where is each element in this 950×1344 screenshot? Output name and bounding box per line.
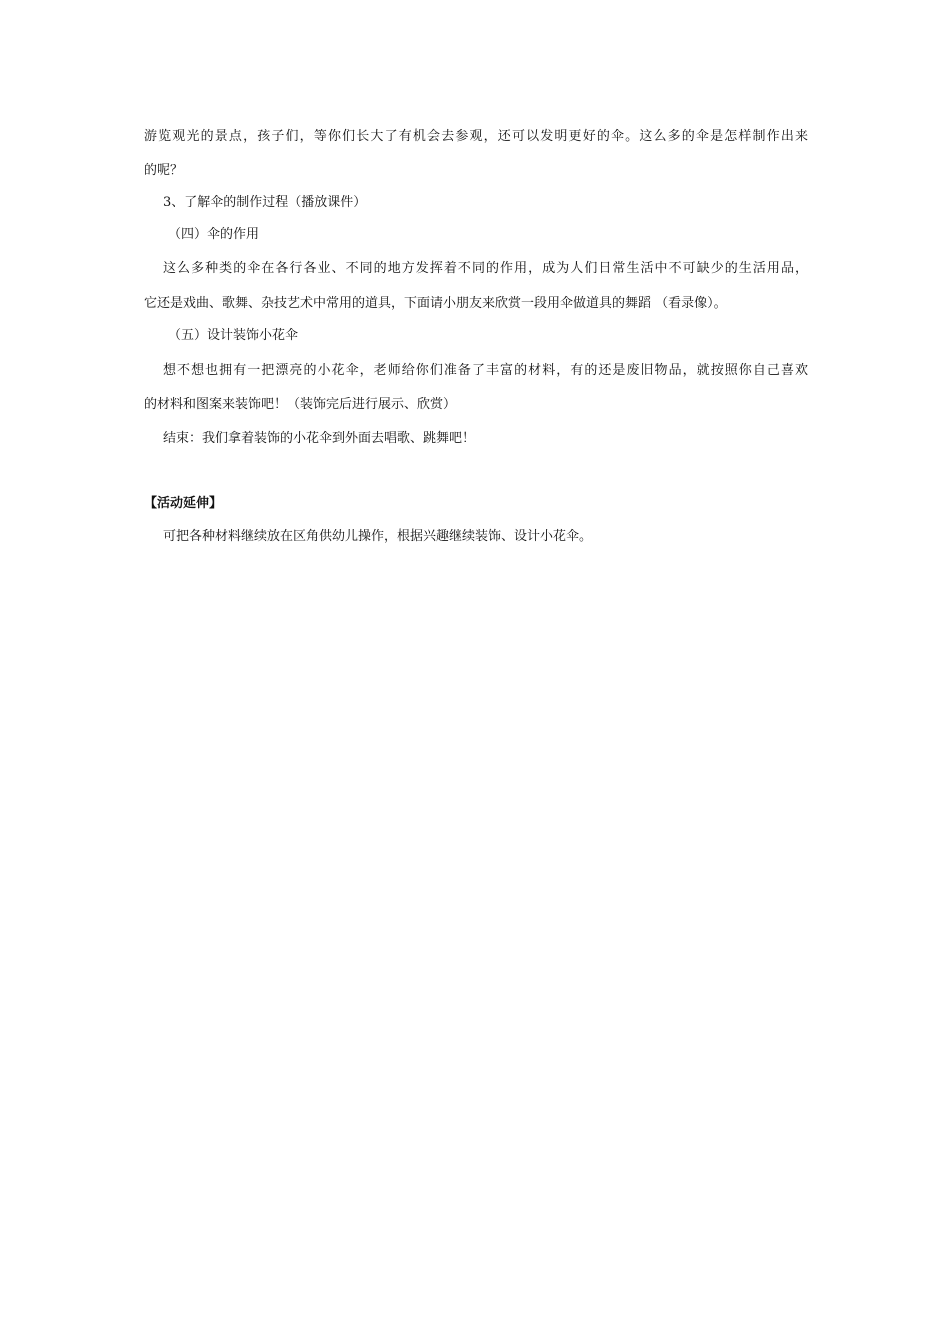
conclusion-line: 结束：我们拿着装饰的小花伞到外面去唱歌、跳舞吧！ [163,431,476,446]
step-heading: 3、了解伞的制作过程（播放课件） [163,195,367,210]
extension-text: 可把各种材料继续放在区角供幼儿操作，根据兴趣继续装饰、设计小花伞。 [163,529,593,544]
paragraph-line: 这么多种类的伞在各行各业、不同的地方发挥着不同的作用，成为人们日常生活中不可缺少的生活用品， [163,261,808,276]
section-heading: （五）设计装饰小花伞 [168,328,299,343]
paragraph-line: 想不想也拥有一把漂亮的小花伞，老师给你们准备了丰富的材料，有的还是废旧物品，就按照你自己喜欢 [163,363,808,378]
section-heading: （四）伞的作用 [168,227,260,242]
paragraph-line: 游览观光的景点，孩子们，等你们长大了有机会去参观，还可以发明更好的伞。这么多的伞是怎样制作出来 [144,129,808,144]
paragraph-line: 的呢？ [144,163,184,178]
extension-heading: 【活动延伸】 [144,496,223,511]
paragraph-line: 的材料和图案来装饰吧！（装饰完后进行展示、欣赏） [144,397,457,412]
paragraph-line: 它还是戏曲、歌舞、杂技艺术中常用的道具，下面请小朋友来欣赏一段用伞做道具的舞蹈 （看录像）。 [144,296,727,311]
